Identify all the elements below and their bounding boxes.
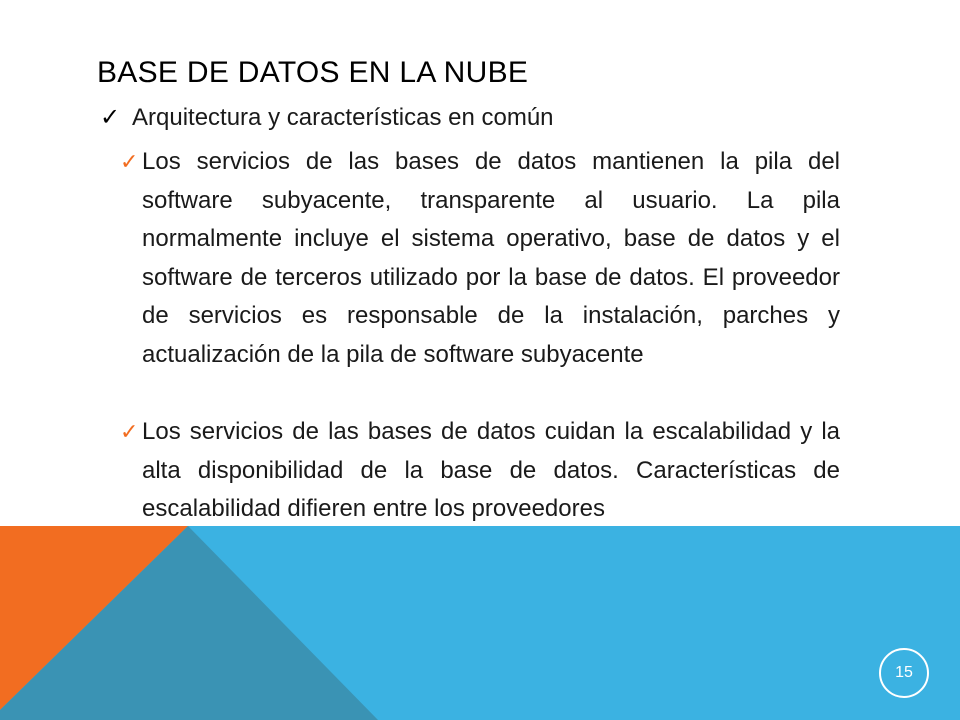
page-number-badge: 15	[879, 648, 929, 698]
check-icon: ✓	[120, 419, 139, 444]
slide-title: BASE DE DATOS EN LA NUBE	[97, 56, 529, 89]
check-icon: ✓	[100, 104, 121, 131]
bullet-text: Los servicios de las bases de datos mantienen la pila del software subyacente, transparente al usuario. La pila normalmente incluye el sistema operativo, base de datos y el software de terceros utilizado por la base de datos. El proveedor de servicios es responsable de la instalación, parches y actualización de la pila de software subyacente	[142, 148, 840, 368]
bullet-item	[120, 143, 840, 374]
section-heading-text: Arquitectura y características en común	[132, 104, 554, 131]
check-icon: ✓	[120, 149, 139, 174]
bullet-item	[120, 413, 840, 529]
bullet-text: Los servicios de las bases de datos cuidan la escalabilidad y la alta disponibilidad de la base de datos. Características de escalabilidad difieren entre los proveedores	[142, 418, 840, 522]
section-heading	[100, 101, 860, 137]
